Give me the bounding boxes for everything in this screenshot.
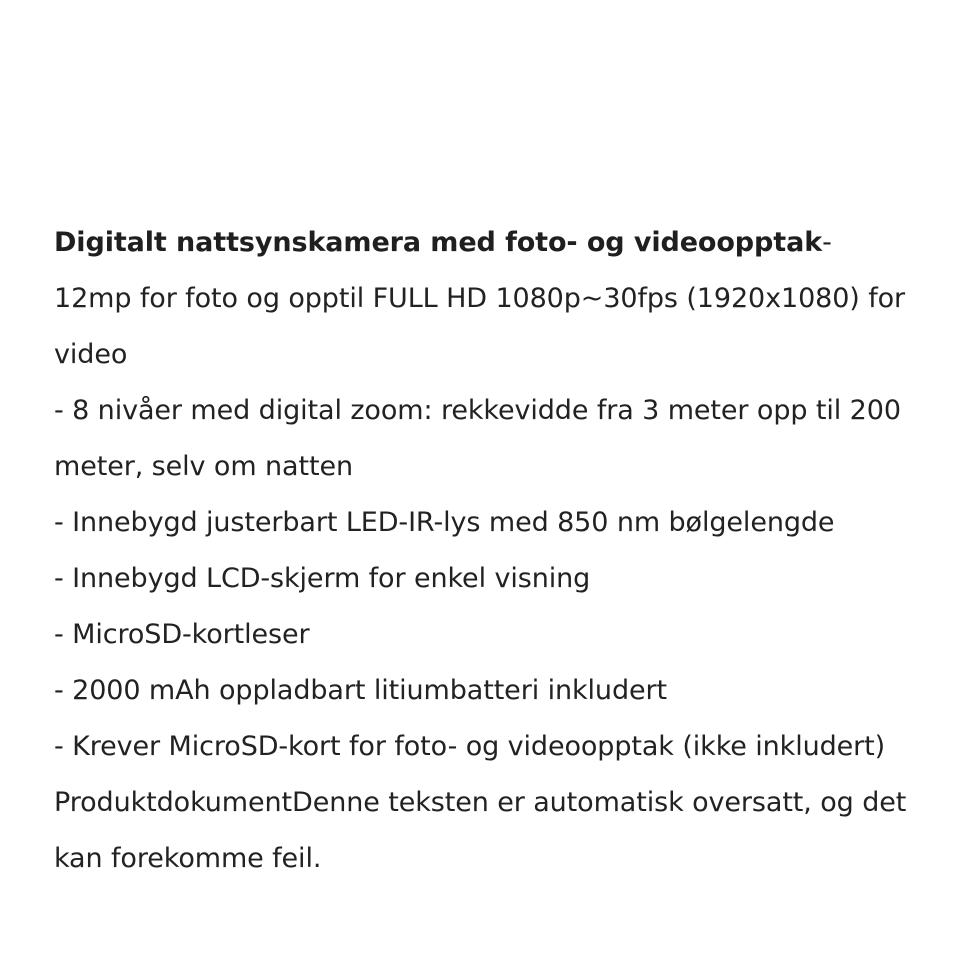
feature-item: - Innebygd LCD-skjerm for enkel visning xyxy=(54,563,591,594)
feature-item: - 2000 mAh oppladbart litiumbatteri inkludert xyxy=(54,675,667,706)
footer-note xyxy=(54,775,914,887)
feature-item: - 8 nivåer med digital zoom: rekkevidde fra 3 meter opp til 200 meter, selv om natten xyxy=(54,395,901,482)
product-description xyxy=(54,215,914,887)
description-heading-line xyxy=(54,215,914,271)
feature-item: - Krever MicroSD-kort for foto- og videoopptak (ikke inkludert) xyxy=(54,731,886,762)
feature-item: - MicroSD-kortleser xyxy=(54,619,310,650)
description-heading: Digitalt nattsynskamera med foto- og videoopptak xyxy=(54,227,823,258)
translation-note: Denne teksten er automatisk oversatt, og det kan forekomme feil. xyxy=(54,787,907,874)
feature-item: - Innebygd justerbart LED-IR-lys med 850 nm bølgelengde xyxy=(54,507,835,538)
description-intro: 12mp for foto og opptil FULL HD 1080p~30fps (1920x1080) for video xyxy=(54,283,906,370)
heading-suffix: - xyxy=(822,227,832,258)
product-document-label: Produktdokument xyxy=(54,787,292,818)
